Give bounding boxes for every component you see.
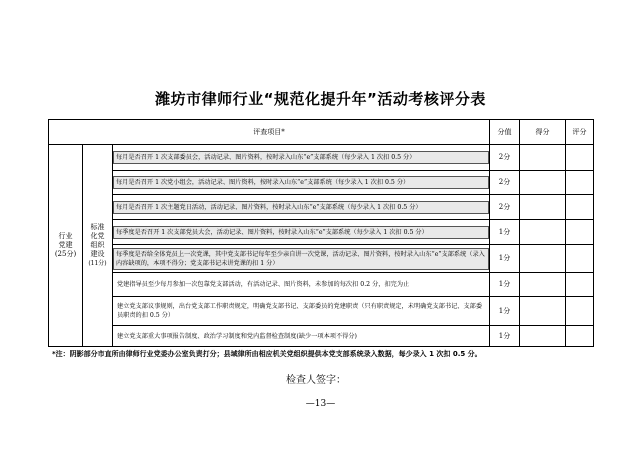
category-name-line1: 行业 bbox=[58, 232, 73, 240]
row-score-cell[interactable] bbox=[520, 273, 566, 297]
row-item-text: 每月是否召开 1 次党小组会，活动记录、图片资料，按时录入山东“e”支部系统（每少录入 1 次扣 0.5 分） bbox=[113, 176, 489, 189]
row-item-text: 每月是否召开 1 次支部委员会，活动记录、图片资料，按时录入山东“e”支部系统（每少录入 1 次扣 0.5 分） bbox=[113, 151, 489, 164]
subcategory-line3: 组织 bbox=[90, 241, 105, 249]
header-points: 分值 bbox=[490, 120, 520, 145]
row-score-cell[interactable] bbox=[520, 195, 566, 220]
subcategory-line2: 化党 bbox=[90, 232, 105, 240]
row-rating-cell[interactable] bbox=[566, 145, 594, 171]
row-item bbox=[113, 145, 490, 171]
row-score-cell[interactable] bbox=[520, 245, 566, 273]
row-points: 2分 bbox=[490, 171, 520, 195]
header-rating bbox=[566, 120, 594, 145]
row-rating-cell[interactable] bbox=[566, 273, 594, 297]
row-item: 建立党支部重大事项报告制度、政治学习制度和党内监督检查制度(缺少一项本项不得分) bbox=[113, 326, 490, 347]
subcategory-points: (11分) bbox=[88, 260, 107, 267]
row-rating-cell[interactable] bbox=[566, 245, 594, 273]
table-row bbox=[49, 220, 594, 245]
row-item bbox=[113, 171, 490, 195]
row-item bbox=[113, 245, 490, 273]
row-points: 1分 bbox=[490, 245, 520, 273]
header-item: 评查项目* bbox=[49, 120, 490, 145]
row-rating-cell[interactable] bbox=[566, 195, 594, 220]
row-score-cell[interactable] bbox=[520, 171, 566, 195]
table-row bbox=[49, 195, 594, 220]
row-rating-cell[interactable] bbox=[566, 220, 594, 245]
row-rating-cell[interactable] bbox=[566, 326, 594, 347]
row-points: 2分 bbox=[490, 145, 520, 171]
row-points: 2分 bbox=[490, 195, 520, 220]
category-cell bbox=[49, 145, 83, 347]
table-row bbox=[49, 297, 594, 326]
subcategory-cell bbox=[83, 145, 113, 347]
row-points: 1分 bbox=[490, 297, 520, 326]
scoring-table bbox=[48, 119, 594, 347]
category-points: (25分) bbox=[54, 250, 77, 258]
row-item-text: 每季度是否召开 1 次支部党员大会，活动记录、图片资料，按时录入山东“e”支部系统（每少录入 1 次扣 0.5 分） bbox=[113, 226, 489, 239]
row-score-cell[interactable] bbox=[520, 297, 566, 326]
row-item bbox=[113, 220, 490, 245]
row-score-cell[interactable] bbox=[520, 145, 566, 171]
subcategory-line4: 建设 bbox=[90, 250, 105, 258]
row-item bbox=[113, 195, 490, 220]
table-header-row bbox=[49, 120, 594, 145]
table-row bbox=[49, 145, 594, 171]
page-title: 潍坊市律师行业“规范化提升年”活动考核评分表 bbox=[155, 90, 486, 108]
subcategory-line1: 标准 bbox=[90, 223, 105, 231]
row-item-text: 每季度是否给全体党员上一次党课，其中党支部书记每年至少亲自讲一次党课，活动记录、图片资料，按时录入山东“e”支部系统（录入内容缺项的，本项不得分；党支部书记未讲党课的扣 1 分） bbox=[113, 248, 489, 270]
row-points: 1分 bbox=[490, 273, 520, 297]
row-score-cell[interactable] bbox=[520, 220, 566, 245]
table-row bbox=[49, 273, 594, 297]
row-item-text: 每月是否召开 1 次主题党日活动，活动记录、图片资料，按时录入山东“e”支部系统（每少录入 1 次扣 0.5 分） bbox=[113, 201, 489, 214]
header-rating-text: 评分 bbox=[572, 127, 587, 136]
category-name-line2: 党建 bbox=[58, 241, 73, 249]
row-points: 1分 bbox=[490, 220, 520, 245]
header-score: 得分 bbox=[520, 120, 566, 145]
row-points: 1分 bbox=[490, 326, 520, 347]
row-item: 党建指导员至少每月参加一次包靠党支部活动，有活动记录、图片资料，未参加的每次扣 0.2 分，扣完为止 bbox=[113, 273, 490, 297]
row-rating-cell[interactable] bbox=[566, 171, 594, 195]
footnote: *注：阴影部分市直所由律师行业党委办公室负责打分；县域律所由相应机关党组织提供本党支部系统录入数据，每少录入 1 次扣 0.5 分。 bbox=[52, 350, 482, 358]
table-row bbox=[49, 326, 594, 347]
row-item: 建立党支部议事规则，出台党支部工作职责规定，明确党支部书记、支部委员的党建职责（只有职责规定，未明确党支部书记、支部委员职责的扣 0.5 分） bbox=[113, 297, 490, 326]
page-number: —13— bbox=[305, 399, 336, 409]
row-score-cell[interactable] bbox=[520, 326, 566, 347]
table-row bbox=[49, 171, 594, 195]
table-row bbox=[49, 245, 594, 273]
signature-label: 检查人签字： bbox=[286, 375, 346, 386]
row-rating-cell[interactable] bbox=[566, 297, 594, 326]
